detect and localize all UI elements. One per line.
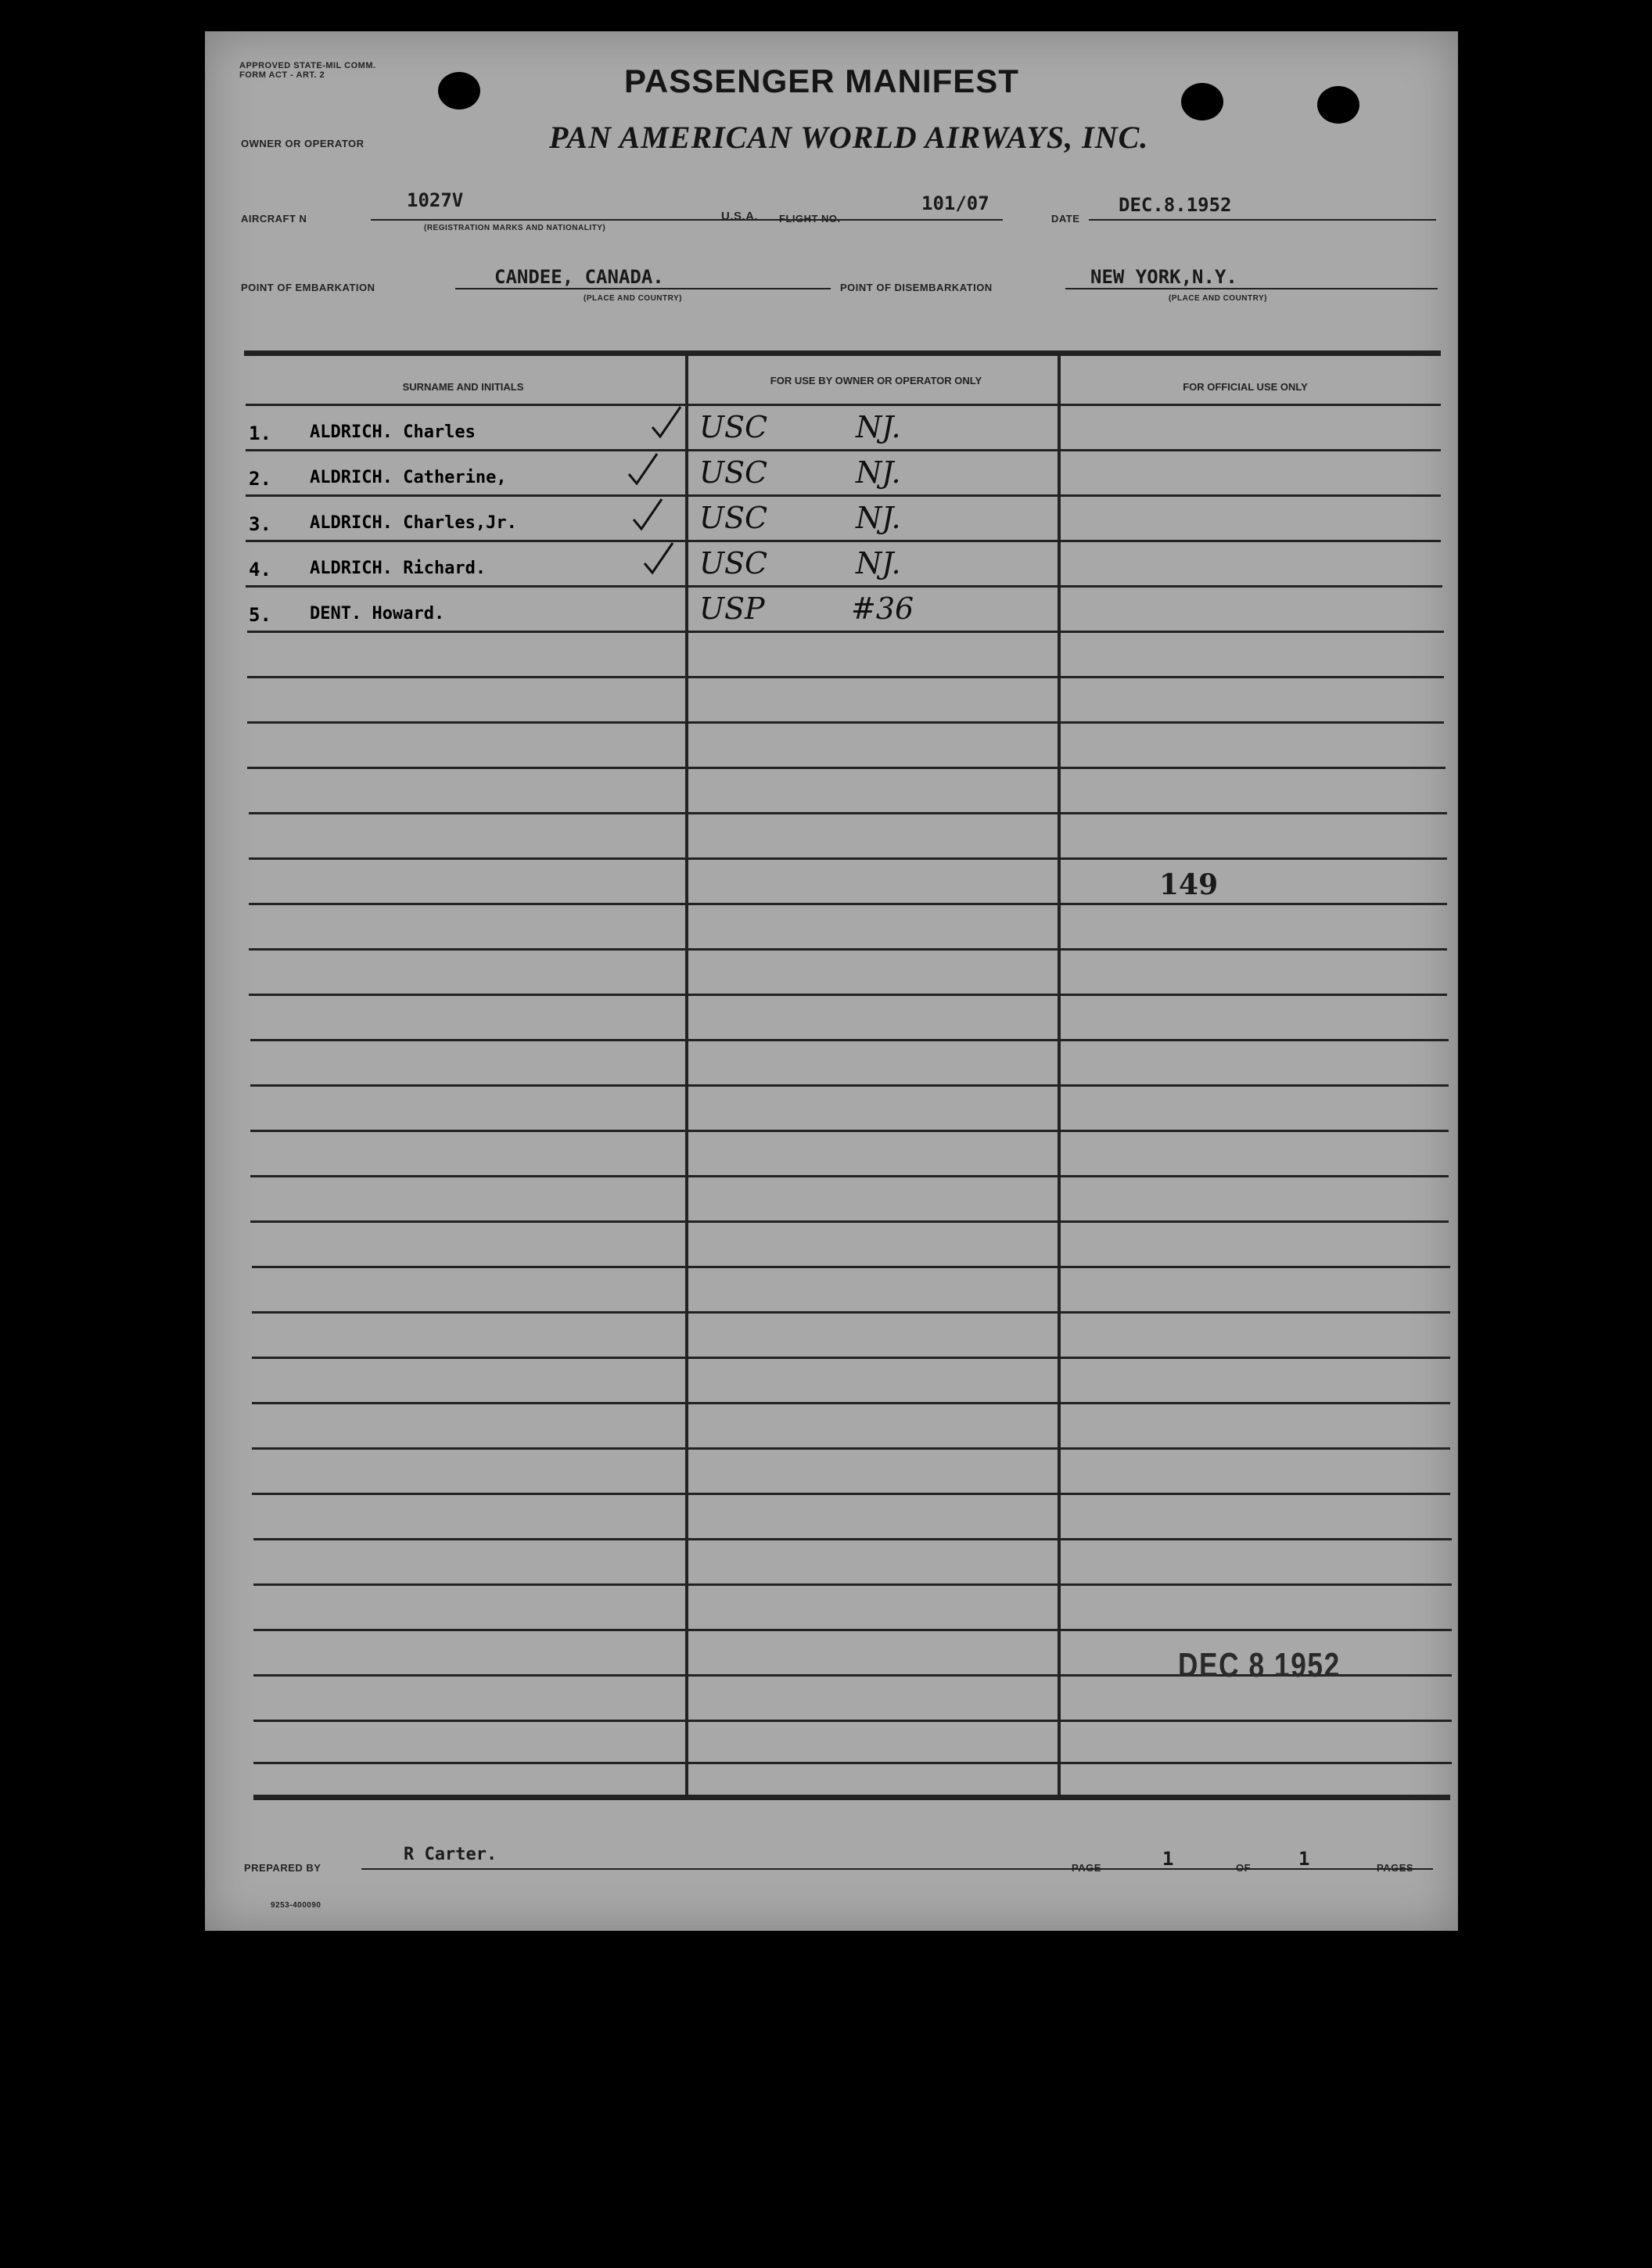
manifest-sheet xyxy=(205,31,1458,1931)
disembark-value: NEW YORK,N.Y. xyxy=(1090,266,1237,288)
handwritten-note: NJ. xyxy=(856,410,901,444)
prepared-label: PREPARED BY xyxy=(244,1862,321,1874)
col-name: SURNAME AND INITIALS xyxy=(402,381,524,393)
passenger-name: ALDRICH. Catherine, xyxy=(310,468,507,487)
pages-label: PAGES xyxy=(1377,1862,1414,1874)
punch-hole xyxy=(1181,83,1223,120)
official-number: 149 xyxy=(1159,868,1219,901)
col-official: FOR OFFICIAL USE ONLY xyxy=(1183,381,1308,393)
flight-value: 101/07 xyxy=(921,192,989,214)
passenger-name: ALDRICH. Charles,Jr. xyxy=(310,513,517,533)
embark-label: POINT OF EMBARKATION xyxy=(241,282,375,293)
passenger-name: ALDRICH. Charles xyxy=(310,422,476,442)
handwritten-note: #36 xyxy=(851,591,914,626)
page-label: PAGE xyxy=(1072,1862,1101,1874)
check-mark-icon xyxy=(627,451,659,490)
page-number: 1 xyxy=(1162,1848,1174,1870)
passenger-row xyxy=(249,513,655,557)
approval-note: APPROVED STATE-MIL COMM. FORM ACT - ART. 2 xyxy=(239,61,376,80)
form-code: 9253-400090 xyxy=(271,1901,321,1910)
handwritten-note: NJ. xyxy=(856,455,901,490)
passenger-name: DENT. Howard. xyxy=(310,604,445,624)
date-stamp: DEC 8 1952 xyxy=(1178,1646,1341,1684)
aircraft-sub: (REGISTRATION MARKS AND NATIONALITY) xyxy=(424,224,606,232)
punch-hole xyxy=(1317,86,1359,124)
embark-sub: (PLACE AND COUNTRY) xyxy=(584,294,682,303)
passenger-name: ALDRICH. Richard. xyxy=(310,559,487,578)
row-number: 3. xyxy=(249,513,271,535)
date-label: DATE xyxy=(1051,213,1080,225)
handwritten-mark: USC xyxy=(699,410,768,444)
country: U.S.A. xyxy=(721,210,759,223)
aircraft-value: 1027V xyxy=(407,189,464,211)
row-number: 2. xyxy=(249,468,271,490)
owner-label: OWNER OR OPERATOR xyxy=(241,138,365,149)
row-number: 1. xyxy=(249,422,271,444)
aircraft-label: AIRCRAFT N xyxy=(241,213,307,225)
check-mark-icon xyxy=(651,404,682,443)
flight-label: FLIGHT NO. xyxy=(779,213,841,225)
disembark-label: POINT OF DISEMBARKATION xyxy=(840,282,993,293)
date-value: DEC.8.1952 xyxy=(1119,194,1232,216)
embark-value: CANDEE, CANADA. xyxy=(494,266,664,288)
col-operator: FOR USE BY OWNER OR OPERATOR ONLY xyxy=(770,375,982,386)
handwritten-mark: USC xyxy=(699,501,768,535)
row-number: 5. xyxy=(249,604,271,626)
passenger-row xyxy=(249,559,655,602)
row-number: 4. xyxy=(249,559,271,580)
handwritten-mark: USP xyxy=(699,591,765,626)
prepared-by: R Carter. xyxy=(404,1845,497,1864)
check-mark-icon xyxy=(632,496,663,535)
handwritten-note: NJ. xyxy=(856,501,901,535)
of-label: OF xyxy=(1236,1862,1252,1874)
page-total: 1 xyxy=(1298,1848,1310,1870)
passenger-row xyxy=(249,468,655,512)
form-title: PASSENGER MANIFEST xyxy=(624,63,1019,99)
handwritten-note: NJ. xyxy=(856,546,901,580)
handwritten-mark: USC xyxy=(699,455,768,490)
passenger-row xyxy=(249,604,655,648)
check-mark-icon xyxy=(643,540,674,579)
passenger-row xyxy=(249,422,655,466)
punch-hole xyxy=(438,72,480,110)
disembark-sub: (PLACE AND COUNTRY) xyxy=(1169,294,1267,303)
operator-name: PAN AMERICAN WORLD AIRWAYS, INC. xyxy=(549,120,1149,155)
handwritten-mark: USC xyxy=(699,546,768,580)
